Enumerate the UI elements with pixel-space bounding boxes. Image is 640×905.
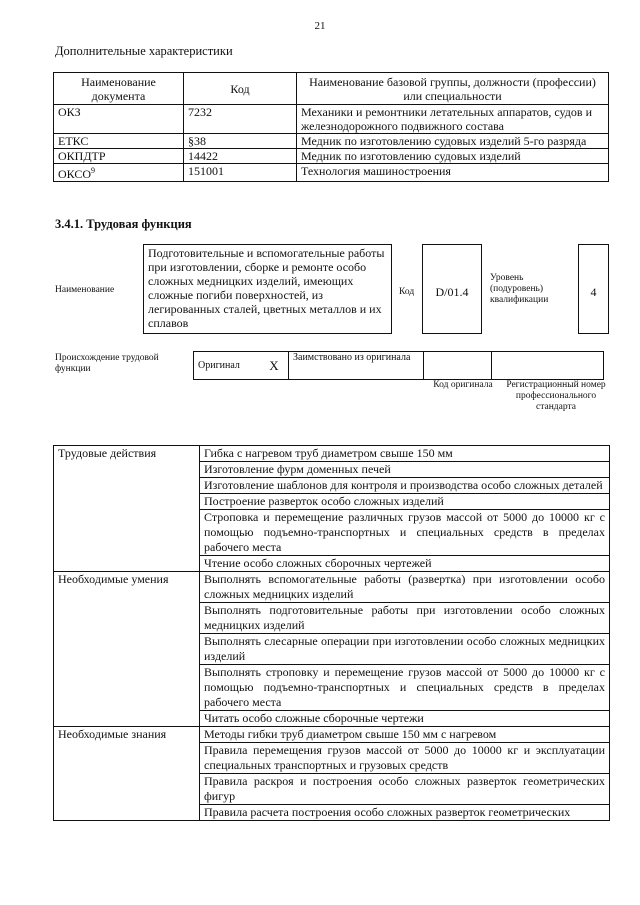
item-cell: Правила перемещения грузов массой от 5000 до 10000 кг и эксплуатации специальных транспортных и грузовых средств bbox=[200, 743, 610, 774]
table-row bbox=[54, 134, 609, 149]
item-cell: Строповка и перемещение различных грузов массой от 5000 до 10000 кг с помощью подъемно-транспортных и специальных средств в пределах рабочего места bbox=[200, 510, 610, 556]
item-cell: Чтение особо сложных сборочных чертежей bbox=[200, 556, 610, 572]
document-name: ОКПДТР bbox=[58, 149, 106, 163]
function-code-value: D/01.4 bbox=[435, 285, 469, 299]
table-row bbox=[54, 727, 610, 743]
origin-label: Происхождение трудовой функции bbox=[55, 353, 159, 374]
item-cell: Методы гибки труб диаметром свыше 150 мм с нагревом bbox=[200, 727, 610, 743]
item-cell: Правила расчета построения особо сложных разверток геометрических bbox=[200, 805, 610, 821]
item-cell: Выполнять подготовительные работы при изготовлении особо сложных медницких изделий bbox=[200, 603, 610, 634]
item-cell: Выполнять слесарные операции при изготовлении особо сложных медницких изделий bbox=[200, 634, 610, 665]
original-code-caption: Код оригинала bbox=[433, 380, 493, 390]
item-cell: Изготовление фурм доменных печей bbox=[200, 462, 610, 478]
document-name: ЕТКС bbox=[58, 134, 89, 148]
original-code-cell bbox=[424, 352, 492, 380]
group-label: Необходимые умения bbox=[54, 572, 200, 727]
header-document: Наименование документа bbox=[54, 73, 184, 105]
table-row bbox=[54, 149, 609, 164]
table-row bbox=[54, 446, 610, 462]
level-label: Уровень (подуровень) квалификации bbox=[490, 273, 549, 305]
function-name-label: Наименование bbox=[55, 285, 115, 295]
document-name: ОКЗ bbox=[58, 105, 81, 119]
item-cell: Изготовление шаблонов для контроля и производства особо сложных деталей bbox=[200, 478, 610, 494]
code-cell: 14422 bbox=[184, 149, 297, 164]
code-cell: 151001 bbox=[184, 164, 297, 182]
registration-number-caption: Регистрационный номер профессионального стандарта bbox=[506, 380, 606, 412]
document-cell bbox=[54, 134, 184, 149]
header-group-name: Наименование базовой группы, должности (профессии) или специальности bbox=[297, 73, 609, 105]
code-cell: 7232 bbox=[184, 105, 297, 134]
additional-characteristics-table bbox=[53, 72, 609, 182]
group-label: Трудовые действия bbox=[54, 446, 200, 572]
document-cell bbox=[54, 149, 184, 164]
document-name: ОКСО bbox=[58, 167, 92, 181]
function-details-table bbox=[53, 445, 610, 821]
group-name-cell: Механики и ремонтники летательных аппаратов, судов и железнодорожного подвижного состава bbox=[297, 105, 609, 134]
level-box bbox=[578, 244, 609, 334]
group-name-cell: Медник по изготовлению судовых изделий bbox=[297, 149, 609, 164]
original-label: Оригинал bbox=[194, 352, 261, 380]
table-header-row bbox=[54, 73, 609, 105]
code-cell: §38 bbox=[184, 134, 297, 149]
function-code-box bbox=[422, 244, 482, 334]
group-label: Необходимые знания bbox=[54, 727, 200, 821]
header-code: Код bbox=[184, 73, 297, 105]
item-cell: Выполнять вспомогательные работы (развертка) при изготовлении особо сложных медницких изделий bbox=[200, 572, 610, 603]
document-cell bbox=[54, 164, 184, 182]
group-name-cell: Технология машиностроения bbox=[297, 164, 609, 182]
function-name-box bbox=[143, 244, 392, 334]
code-label: Код bbox=[399, 287, 415, 297]
original-mark: X bbox=[260, 352, 289, 380]
item-cell: Выполнять строповку и перемещение грузов массой от 5000 до 10000 кг с помощью подъемно-транспортных и специальных средств в пределах рабочего места bbox=[200, 665, 610, 711]
page-number: 21 bbox=[314, 20, 326, 32]
function-name-value: Подготовительные и вспомогательные работы при изготовлении, сборке и ремонте особо сложных медницких изделий, имеющих сложные погиби поверхностей, из легированных сталей, цветных металлов и их сплавов bbox=[148, 246, 385, 330]
item-cell: Гибка с нагревом труб диаметром свыше 150 мм bbox=[200, 446, 610, 462]
origin-table bbox=[193, 351, 604, 380]
level-value: 4 bbox=[590, 285, 597, 299]
table-row bbox=[54, 572, 610, 603]
function-title: 3.4.1. Трудовая функция bbox=[55, 217, 192, 231]
table-row bbox=[54, 105, 609, 134]
item-cell: Читать особо сложные сборочные чертежи bbox=[200, 711, 610, 727]
group-name-cell: Медник по изготовлению судовых изделий 5-го разряда bbox=[297, 134, 609, 149]
item-cell: Построение разверток особо сложных изделий bbox=[200, 494, 610, 510]
item-cell: Правила раскроя и построения особо сложных разверток геометрических фигур bbox=[200, 774, 610, 805]
footnote-mark: 9 bbox=[91, 166, 96, 175]
table-row bbox=[54, 164, 609, 182]
additional-characteristics-title: Дополнительные характеристики bbox=[55, 44, 233, 58]
registration-number-cell bbox=[492, 352, 604, 380]
document-cell bbox=[54, 105, 184, 134]
borrowed-label: Заимствовано из оригинала bbox=[289, 352, 424, 380]
